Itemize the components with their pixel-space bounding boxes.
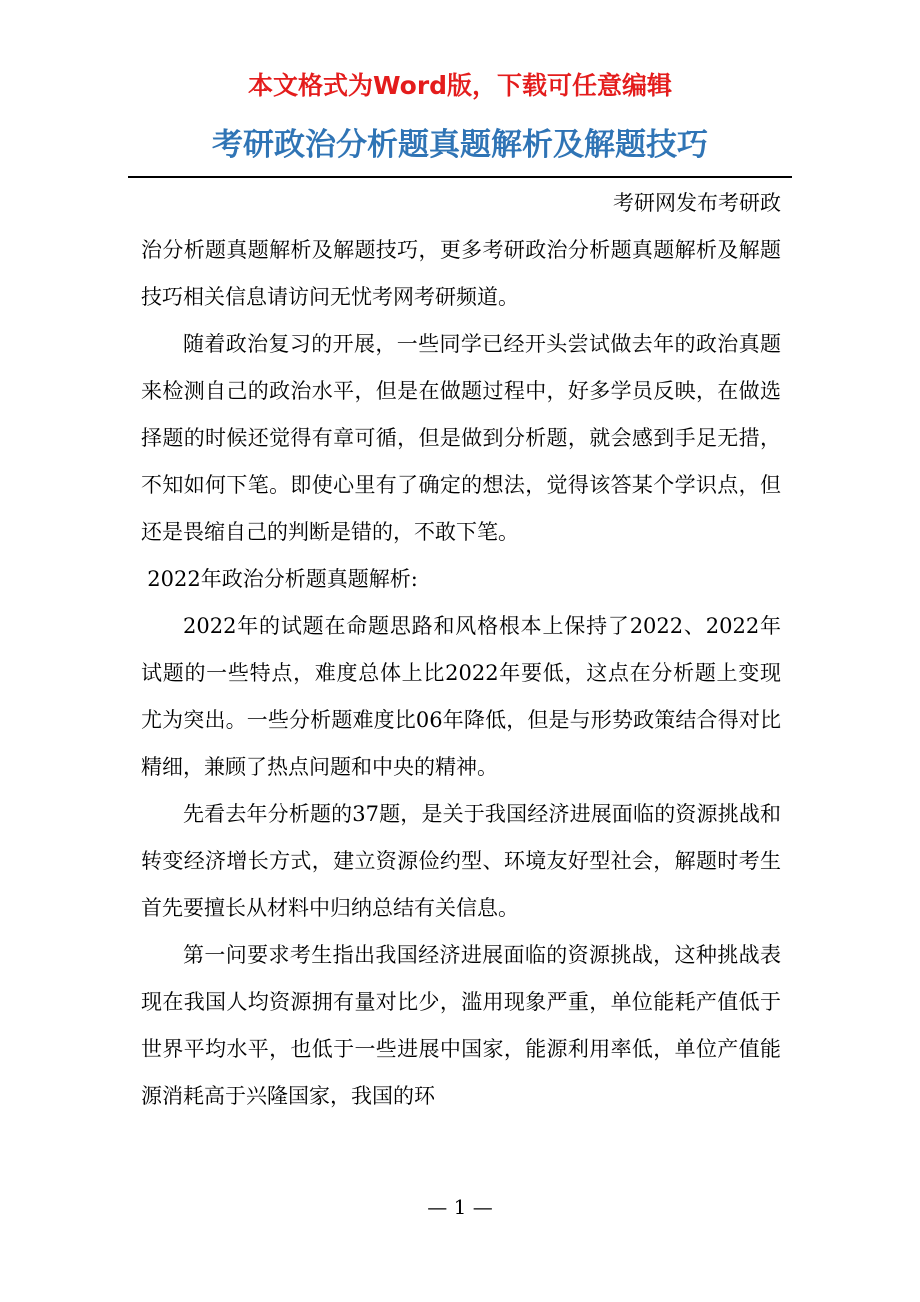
section-heading: 2022年政治分析题真题解析: <box>147 567 418 591</box>
page-title: 考研政治分析题真题解析及解题技巧 <box>212 127 708 163</box>
document-body <box>141 180 781 1120</box>
paragraph-2: 2022年的试题在命题思路和风格根本上保持了2022、2022年试题的一些特点，难度总体上比2022年要低，这点在分析题上变现尤为突出。一些分析题难度比06年降低，但是与形势政策结合得对比精细，兼顾了热点问题和中央的精神。 <box>141 614 781 779</box>
paragraph-4: 第一问要求考生指出我国经济进展面临的资源挑战，这种挑战表现在我国人均资源拥有量对比少，滥用现象严重，单位能耗产值低于世界平均水平，也低于一些进展中国家，能源利用率低，单位产值能源消耗高于兴隆国家，我国的环 <box>141 943 781 1108</box>
paragraph-3: 先看去年分析题的37题，是关于我国经济进展面临的资源挑战和转变经济增长方式，建立资源俭约型、环境友好型社会，解题时考生首先要擅长从材料中归纳总结有关信息。 <box>141 802 781 920</box>
format-banner: 本文格式为Word版，下载可任意编辑 <box>247 71 673 100</box>
title-divider <box>128 176 792 178</box>
lead-line-right: 考研网发布考研政 <box>613 191 781 215</box>
page-number: — 1 — <box>427 1195 493 1219</box>
paragraph-1: 随着政治复习的开展，一些同学已经开头尝试做去年的政治真题来检测自己的政治水平，但是在做题过程中，好多学员反映，在做选择题的时候还觉得有章可循，但是做到分析题，就会感到手足无措，不知如何下笔。即使心里有了确定的想法，觉得该答某个学识点，但还是畏缩自己的判断是错的，不敢下笔。 <box>141 332 781 544</box>
lead-paragraph: 治分析题真题解析及解题技巧，更多考研政治分析题真题解析及解题技巧相关信息请访问无忧考网考研频道。 <box>141 238 781 309</box>
